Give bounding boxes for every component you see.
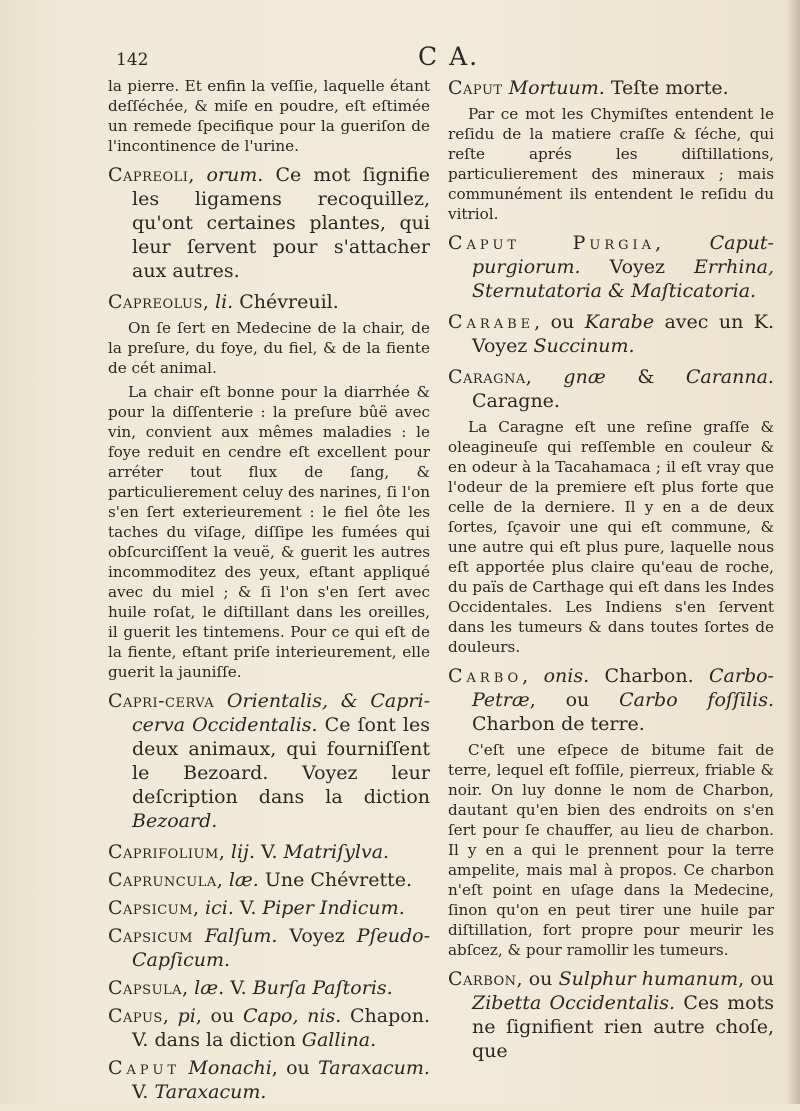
- cross-reference: Taraxacum.: [154, 1081, 267, 1103]
- entry-caput-mortuum: [448, 76, 774, 224]
- headword: Capreolus: [108, 291, 203, 313]
- definition: Teſte morte.: [610, 77, 729, 99]
- headword: Carabe: [448, 311, 535, 333]
- headword: Capri-cerva: [108, 690, 215, 712]
- cross-reference: Matriſylva.: [283, 841, 390, 863]
- definition: Ce ſont les deux animaux, qui fourniſſent le Bezoard. Voyez leur deſcription dans la diction: [132, 714, 431, 808]
- entry-short-list: [108, 840, 430, 1104]
- entry-capruncula: Capruncula, læ. Une Chévrette.: [108, 869, 413, 891]
- entry-carabe: Carabe, ou Karabe avec un K. Voyez Succinum.: [448, 311, 774, 357]
- entry-caput-purgia: Caput Purgia, Caput-purgiorum. Voyez Errhina, Sternutatoria & Maſticatoria.: [448, 232, 774, 302]
- headword: Carbon: [448, 968, 517, 990]
- latin-name: Orientalis, & Capri-cerva Occidentalis.: [132, 690, 430, 736]
- entry-capsula: Capsula, læ. V. Burſa Paſtoris.: [108, 977, 393, 999]
- entry-capus: Capus, pi, ou Capo, nis. Chapon. V. dans la diction Gallina.: [108, 1005, 430, 1051]
- entry-caput-monachi: Caput Monachi, ou Taraxacum. V. Taraxacum.: [108, 1057, 430, 1103]
- cross-reference: Gallina.: [301, 1029, 377, 1051]
- cross-reference: Bezoard.: [132, 810, 218, 832]
- paragraph: Par ce mot les Chymiſtes entendent le reſidu de la matiere craſſe & ſéche, qui reſte aprés les diſtillations, particulierement des mineraux ; mais communément ils entendent le reſidu du vitriol.: [448, 105, 774, 223]
- page-number: 142: [116, 50, 149, 70]
- genitive: li.: [215, 291, 234, 313]
- cross-reference: Errhina, Sternutatoria & Maſticatoria.: [472, 256, 774, 302]
- entry-carbo: Carbo, onis. Charbon. Carbo-Petræ, ou Carbo foſſilis. Charbon de terre. C'eſt une eſpece de bitume fait de terre, lequel eſt foſſile, pierreux, friable & noir. On luy donne le nom de Charbon, dautant qu'en bien des endroits on s'en ſert pour ſe chauffer, au lieu de charbon. Il y en a qui le prennent pour la terre ampelite, mais mal à propos. Ce charbon n'eſt point en uſage dans la Medecine, ſinon qu'on en peut tirer une huile par diſtillation, fort propre pour meurir les abſcez, & pour ramollir les tumeurs.: [448, 665, 774, 959]
- genitive: Caput-purgiorum.: [472, 232, 774, 278]
- headword: Caragna: [448, 366, 526, 388]
- paragraph: On ſe ſert en Medecine de la chair, de la preſure, du foye, du fiel, & de la fiente de cét animal.: [108, 319, 430, 377]
- entry-capreoli: Capreoli, orum. Ce mot ſignifie les ligamens recoquillez, qu'ont certaines plantes, qui leur ſervent pour s'attacher aux autres.: [108, 164, 430, 282]
- paragraph: La chair eſt bonne pour la diarrhée & pour la diſſenterie : la preſure bûë avec vin, convient aux mêmes maladies : le foye reduit en cendre eſt excellent pour arréter tout flux de ſang, & particulierement celuy des narines, ſi l'on s'en ſert exterieurement : le fiel ôte les taches du viſage, diſſipe les fumées qui obſcurciſſent la veuë, & guerit les autres incommoditez des yeux, eſtant appliqué avec du miel ; & ſi l'on s'en ſert avec huile roſat, le diſtillant dans les oreilles, il guerit les tintemens. Pour ce qui eſt de la fiente, eſtant priſe interieurement, elle guerit la jauniſſe.: [108, 383, 430, 681]
- right-column: [448, 76, 774, 1070]
- entry-continuation: [108, 76, 430, 156]
- page-header: [0, 44, 800, 74]
- paragraph: La Caragne eſt une reſine graſſe & oleagineuſe qui reſſemble en couleur & en odeur à la Tacahamaca ; il eſt vray que l'odeur de la premiere eſt plus forte que celle de la derniere. Il y en a de deux ſortes, ſçavoir une qui eſt commune, & une autre qui eſt plus pure, laquelle nous eſt apportée plus claire qu'eau de roche, du païs de Carthage qui eſt dans les Indes Occidentales. Les Indiens s'en ſervent dans les tumeurs & dans toutes ſortes de douleurs.: [448, 418, 774, 656]
- entry-capsicum-falsum: Capsicum Falſum. Voyez Pſeudo-Capſicum.: [108, 925, 431, 971]
- headword: Caput: [448, 77, 503, 99]
- entry-capsicum: Capsicum, ici. V. Piper Indicum.: [108, 897, 405, 919]
- continuation-text: la pierre. Et enfin la veſſie, laquelle étant deſſéchée, & miſe en poudre, eſt eſtimée un remede ſpecifique pour la gueriſon de l'incontinence de l'urine.: [108, 77, 430, 155]
- entry-caprifolium: Caprifolium, lij. V. Matriſylva.: [108, 841, 390, 863]
- entry-capreolus: Capreolus, li. Chévreuil. On ſe ſert en Medecine de la chair, de la preſure, du foye, du fiel, & de la fiente de cét animal. La chair eſt bonne pour la diarrhée & pour la diſſenterie : la preſure bûë avec vin, convient aux mêmes maladies : le foye reduit en cendre eſt excellent pour arréter tout flux de ſang, & particulierement celuy des narines, ſi l'on s'en ſert exterieurement : le fiel ôte les taches du viſage, diſſipe les fumées qui obſcurciſſent la veuë, & guerit les autres incommoditez des yeux, eſtant appliqué avec du miel ; & ſi l'on s'en ſert avec huile roſat, le diſtillant dans les oreilles, il guerit les tintemens. Pour ce qui eſt de la fiente, eſtant priſe interieurement, elle guerit la jauniſſe.: [108, 291, 430, 681]
- cross-reference: Pſeudo-Capſicum.: [132, 925, 431, 971]
- cross-reference: Burſa Paſtoris.: [252, 977, 393, 999]
- headword: Carbo: [448, 665, 523, 687]
- definition: Ce mot ſignifie les ligamens recoquillez, qu'ont certaines plantes, qui leur ſervent pour s'attacher aux autres.: [132, 164, 430, 282]
- left-column: [108, 76, 430, 1111]
- definition: Chévreuil.: [239, 291, 339, 313]
- headword: Capreoli: [108, 164, 189, 186]
- entry-carbon: Carbon, ou Sulphur humanum, ou Zibetta Occidentalis. Ces mots ne ſignifient rien autre choſe, que: [448, 968, 774, 1062]
- cross-reference: Piper Indicum.: [262, 897, 405, 919]
- headword: Caput Purgia: [448, 232, 656, 254]
- entry-capri-cerva: [108, 689, 430, 833]
- paragraph: C'eſt une eſpece de bitume fait de terre, lequel eſt foſſile, pierreux, friable & noir. On luy donne le nom de Charbon, dautant qu'en bien des endroits on s'en ſert pour ſe chauffer, au lieu de charbon. Il y en a qui le prennent pour la terre ampelite, mais mal à propos. Ce charbon n'eſt point en uſage dans la Medecine, ſinon qu'on en peut tirer une huile par diſtillation, fort propre pour meurir les abſcez, & pour ramollir les tumeurs.: [448, 741, 774, 959]
- entry-caragna: Caragna, gnæ & Caranna. Caragne. La Caragne eſt une reſine graſſe & oleagineuſe qui reſſemble en couleur & en odeur à la Tacahamaca ; il eſt vray que l'odeur de la premiere eſt plus forte que celle de la derniere. Il y en a de deux ſortes, ſçavoir une qui eſt commune, & une autre qui eſt plus pure, laquelle nous eſt apportée plus claire qu'eau de roche, du païs de Carthage qui eſt dans les Indes Occidentales. Les Indiens s'en ſervent dans les tumeurs & dans toutes ſortes de douleurs.: [448, 366, 774, 656]
- latin-name: Mortuum.: [508, 77, 605, 99]
- genitive: orum.: [206, 164, 264, 186]
- cross-reference: Succinum.: [533, 335, 635, 357]
- running-head: C A.: [418, 42, 480, 71]
